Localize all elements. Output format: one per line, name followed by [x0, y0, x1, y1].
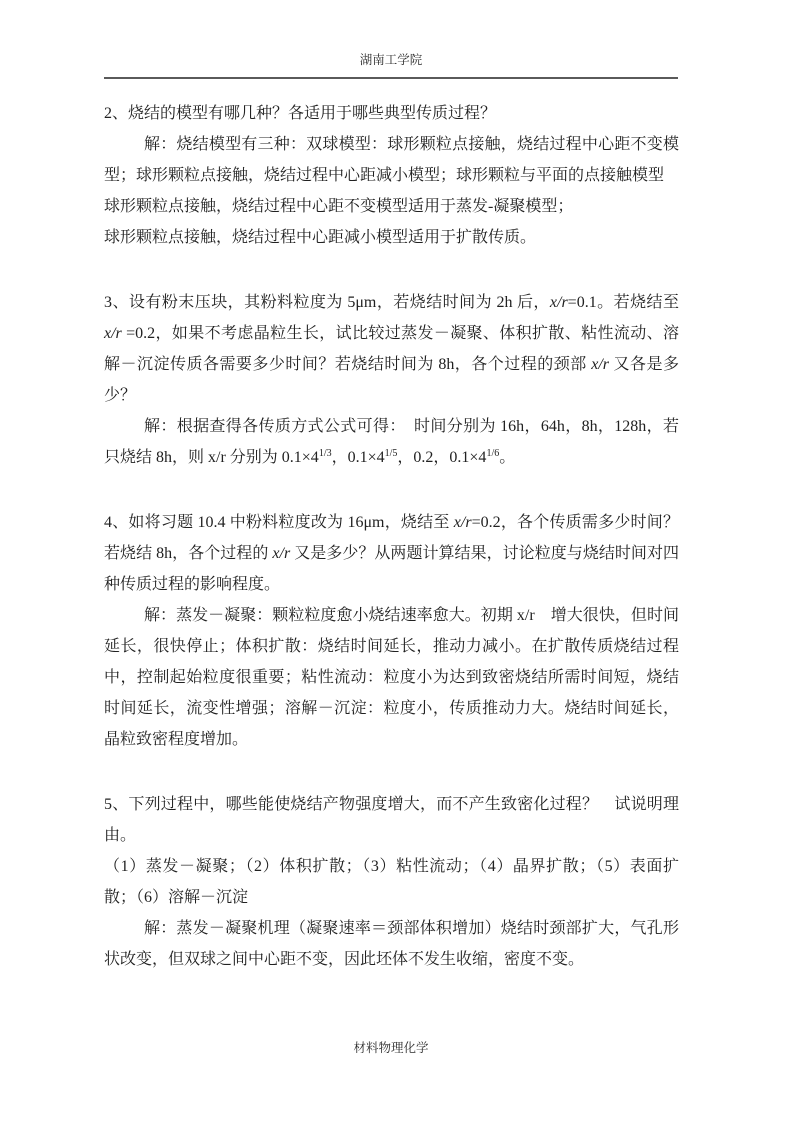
answer-text: 解：蒸发－凝聚：颗粒粒度愈小烧结速率愈大。初期 x/r 增大很快，但时间延长，很快停止；体积扩散：烧结时间延长，推动力减小。在扩散传质烧结过程中，控制起始粒度很重要；粘性流动：粒度小为达到致密烧结所需时间短，烧结时间延长，流变性增强；溶解－沉淀：粒度小，传质推动力大。烧结时间延长，晶粒致密程度增加。	[104, 607, 679, 748]
question-text: 2、烧结的模型有哪几种？各适用于哪些典型传质过程？	[104, 105, 497, 122]
page-header	[104, 52, 678, 79]
answer-text: 解：烧结模型有三种：双球模型：球形颗粒点接触，烧结过程中心距不变模型；球形颗粒点接触，烧结过程中心距减小模型；球形颗粒与平面的点接触模型	[104, 136, 679, 184]
page-footer	[104, 1040, 678, 1056]
answer-line: 球形颗粒点接触，烧结过程中心距减小模型适用于扩散传质。	[104, 229, 537, 246]
options-line: （1）蒸发－凝聚；（2）体积扩散；（3）粘性流动；（4）晶界扩散；（5）表面扩散；（6）溶解－沉淀	[104, 858, 679, 906]
question-3	[104, 287, 679, 473]
header-institution-text: 湖南工学院	[359, 53, 423, 67]
question-text: 4、如将习题 10.4 中粉料粒度改为 16μm，烧结至 x/r=0.2，各个传质需多少时间？若烧结 8h，各个过程的 x/r 又是多少？从两题计算结果，讨论粒度与烧结时间对四种传质过程的影响程度。	[104, 514, 679, 593]
answer-text: 解：蒸发－凝聚机理（凝聚速率＝颈部体积增加）烧结时颈部扩大，气孔形状改变，但双球之间中心距不变，因此坯体不发生收缩，密度不变。	[104, 920, 679, 968]
footer-course-text: 材料物理化学	[353, 1041, 429, 1055]
question-text: 3、设有粉末压块，其粉料粒度为 5μm，若烧结时间为 2h 后，x/r=0.1。若烧结至 x/r =0.2，如果不考虑晶粒生长，试比较过蒸发－凝聚、体积扩散、粘性流动、溶解－沉淀传质各需要多少时间？若烧结时间为 8h，各个过程的颈部 x/r 又各是多少？	[104, 294, 679, 404]
answer-text: 解：根据查得各传质方式公式可得： 时间分别为 16h，64h，8h，128h，若只烧结 8h，则 x/r 分别为 $0.1\times 4^{1/3}$，$0.1\times 4^{1/5}$，0.2，$0.1\times 4^{1/6}$。	[104, 418, 679, 466]
answer-line: 球形颗粒点接触，烧结过程中心距不变模型适用于蒸发-凝聚模型；	[104, 198, 574, 215]
question-5	[104, 789, 679, 975]
question-2	[104, 98, 679, 253]
document-body	[104, 98, 679, 975]
question-4	[104, 507, 679, 755]
question-text: 5、下列过程中，哪些能使烧结产物强度增大，而不产生致密化过程？ 试说明理由。	[104, 796, 679, 844]
